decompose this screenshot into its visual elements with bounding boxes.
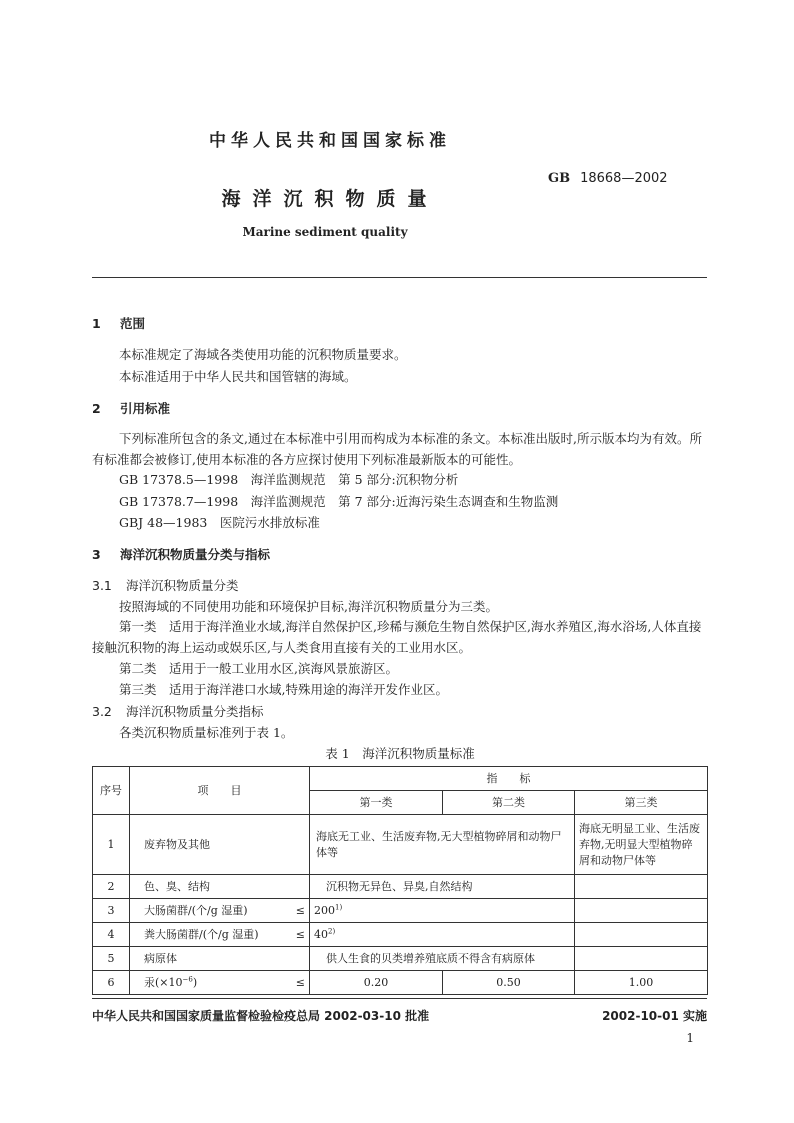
table-row: 4 粪大肠菌群/(个/g 湿重) ≤ 40$^{2)}$ (93, 923, 708, 947)
section-3-2-heading: 3.2 海洋沉积物质量分类指标 (92, 704, 264, 719)
table-row: 6 汞$(\times 10^{-6})$ ≤ 0.20 0.50 1.00 (93, 971, 708, 995)
table-row: 1 废弃物及其他 海底无工业、生活废弃物,无大型植物碎屑和动物尸体等 海底无明显工业、生活废弃物,无明显大型植物碎屑和动物尸体等 (93, 815, 708, 875)
footer-divider (92, 998, 707, 999)
section-1-heading: 1 范围 (92, 316, 146, 331)
ref-item: GB 17378.7—1998 海洋监测规范 第 7 部分:近海污染生态调查和生物监测 (119, 494, 559, 509)
header-class-3: 第三类 (575, 791, 708, 815)
section-3-heading: 3 海洋沉积物质量分类与指标 (92, 547, 271, 562)
code-prefix: GB (548, 171, 571, 186)
section-1-para-1: 本标准规定了海域各类使用功能的沉积物质量要求。 (119, 347, 407, 362)
ref-item: GB 17378.5—1998 海洋监测规范 第 5 部分:沉积物分析 (119, 472, 459, 487)
header-class-2: 第二类 (443, 791, 575, 815)
section-2-heading: 2 引用标准 (92, 401, 171, 416)
footer-issuer: 中华人民共和国国家质量监督检验检疫总局 2002-03-10 批准 (92, 1009, 430, 1023)
table-header-row (93, 767, 708, 791)
section-1-para-2: 本标准适用于中华人民共和国管辖的海域。 (119, 369, 357, 384)
ref-item: GBJ 48—1983 医院污水排放标准 (119, 515, 320, 530)
header-item: 项 目 (130, 767, 310, 815)
header-seq: 序号 (93, 767, 130, 815)
footer-effective-date: 2002-10-01 实施 (602, 1009, 707, 1023)
header-class-1: 第一类 (310, 791, 443, 815)
document-title-en: Marine sediment quality (242, 225, 408, 239)
code-number: 18668—2002 (580, 171, 668, 186)
table-caption: 表 1 海洋沉积物质量标准 (325, 746, 475, 761)
header-divider (92, 277, 707, 278)
section-3-1-class-2: 第二类 适用于一般工业用水区,滨海风景旅游区。 (119, 661, 398, 676)
table-row: 3 大肠菌群/(个/g 湿重) ≤ 200$^{1)}$ (93, 899, 708, 923)
header-index: 指 标 (310, 767, 708, 791)
table-row: 2 色、臭、结构 沉积物无异色、异臭,自然结构 (93, 875, 708, 899)
page-number: 1 (686, 1031, 694, 1045)
section-3-1-heading: 3.1 海洋沉积物质量分类 (92, 578, 239, 593)
sediment-quality-table (92, 766, 708, 995)
section-3-1-class-1: 第一类 适用于海洋渔业水域,海洋自然保护区,珍稀与濒危生物自然保护区,海水养殖区,海水浴场,人体直接接触沉积物的海上运动或娱乐区,与人类食用直接有关的工业用水区。 (92, 619, 702, 655)
standard-org-title: 中华人民共和国国家标准 (209, 131, 451, 151)
section-2-intro: 下列标准所包含的条文,通过在本标准中引用而构成为本标准的条文。本标准出版时,所示版本均为有效。所有标准都会被修订,使用本标准的各方应探讨使用下列标准最新版本的可能性。 (92, 431, 702, 467)
document-title: 海洋沉积物质量 (221, 188, 439, 210)
section-3-1-class-3: 第三类 适用于海洋港口水域,特殊用途的海洋开发作业区。 (119, 682, 448, 697)
section-3-2-para-1: 各类沉积物质量标准列于表 1。 (119, 725, 294, 740)
table-row: 5 病原体 供人生食的贝类增养殖底质不得含有病原体 (93, 947, 708, 971)
section-3-1-para-1: 按照海域的不同使用功能和环境保护目标,海洋沉积物质量分为三类。 (119, 599, 498, 614)
